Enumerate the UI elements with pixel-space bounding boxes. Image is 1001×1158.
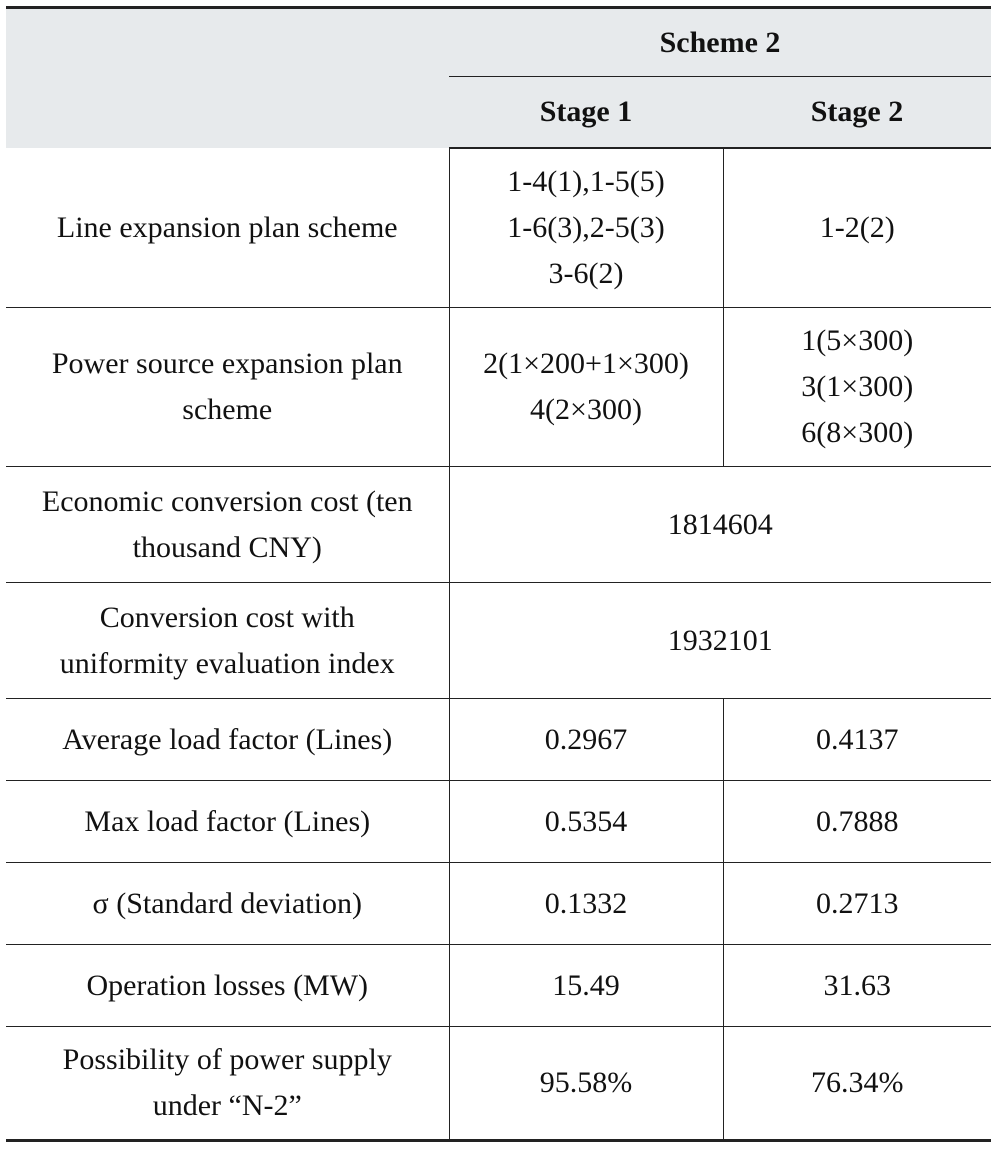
cell-line: 1-6(3),2-5(3) bbox=[507, 211, 665, 244]
table-row-economic-cost bbox=[6, 467, 991, 583]
table-row-operation-losses bbox=[6, 945, 991, 1027]
stage1-cell bbox=[449, 148, 723, 308]
table-row-power-source bbox=[6, 308, 991, 467]
stage1-cell: 0.5354 bbox=[449, 781, 723, 863]
table-row-average-load bbox=[6, 699, 991, 781]
stage2-cell: 0.2713 bbox=[723, 863, 991, 945]
table-row-line-expansion bbox=[6, 148, 991, 308]
table-row-conversion-cost bbox=[6, 583, 991, 699]
row-label-line: Economic conversion cost (ten bbox=[41, 484, 413, 518]
stage1-cell: 0.1332 bbox=[449, 863, 723, 945]
row-label: Line expansion plan scheme bbox=[6, 148, 449, 308]
cell-line: 1-4(1),1-5(5) bbox=[507, 165, 665, 198]
row-label-line: thousand CNY) bbox=[132, 530, 322, 564]
row-label bbox=[6, 1027, 449, 1141]
row-label: Max load factor (Lines) bbox=[6, 781, 449, 863]
stage2-header: Stage 2 bbox=[723, 77, 991, 149]
row-label-line: uniformity evaluation index bbox=[59, 646, 395, 680]
table-row-std-dev bbox=[6, 863, 991, 945]
row-label bbox=[6, 308, 449, 467]
scheme-comparison-table bbox=[6, 6, 991, 1142]
cell-line: 3-6(2) bbox=[548, 257, 624, 290]
stub-header-cell bbox=[6, 8, 449, 149]
row-label-line: Conversion cost with bbox=[99, 600, 355, 634]
stage1-cell: 95.58% bbox=[449, 1027, 723, 1141]
row-label bbox=[6, 467, 449, 583]
row-label-line: Possibility of power supply bbox=[62, 1043, 392, 1076]
row-label bbox=[6, 583, 449, 699]
table-row-max-load bbox=[6, 781, 991, 863]
row-label-line: Power source expansion plan bbox=[51, 347, 403, 380]
header-row-scheme bbox=[6, 8, 991, 77]
merged-value-cell: 1932101 bbox=[449, 583, 991, 699]
stage2-cell: 0.4137 bbox=[723, 699, 991, 781]
row-label: σ (Standard deviation) bbox=[6, 863, 449, 945]
table-row-possibility bbox=[6, 1027, 991, 1141]
cell-line: 2(1×200+1×300) bbox=[483, 347, 689, 380]
stage1-cell: 0.2967 bbox=[449, 699, 723, 781]
row-label: Average load factor (Lines) bbox=[6, 699, 449, 781]
cell-line: 6(8×300) bbox=[801, 416, 914, 449]
stage2-cell: 1-2(2) bbox=[723, 148, 991, 308]
stage2-cell: 31.63 bbox=[723, 945, 991, 1027]
cell-line: 3(1×300) bbox=[801, 370, 914, 403]
cell-line: 1(5×300) bbox=[801, 324, 914, 357]
stage1-cell: 15.49 bbox=[449, 945, 723, 1027]
merged-value-cell: 1814604 bbox=[449, 467, 991, 583]
row-label: Operation losses (MW) bbox=[6, 945, 449, 1027]
comparison-table-container bbox=[6, 6, 991, 1142]
scheme-header: Scheme 2 bbox=[449, 8, 991, 77]
stage1-header: Stage 1 bbox=[449, 77, 723, 149]
row-label-line: under “N-2” bbox=[152, 1089, 302, 1122]
stage1-cell bbox=[449, 308, 723, 467]
stage2-cell: 76.34% bbox=[723, 1027, 991, 1141]
stage2-cell: 0.7888 bbox=[723, 781, 991, 863]
stage2-cell bbox=[723, 308, 991, 467]
cell-line: 4(2×300) bbox=[530, 393, 642, 426]
row-label-line: scheme bbox=[182, 393, 273, 426]
